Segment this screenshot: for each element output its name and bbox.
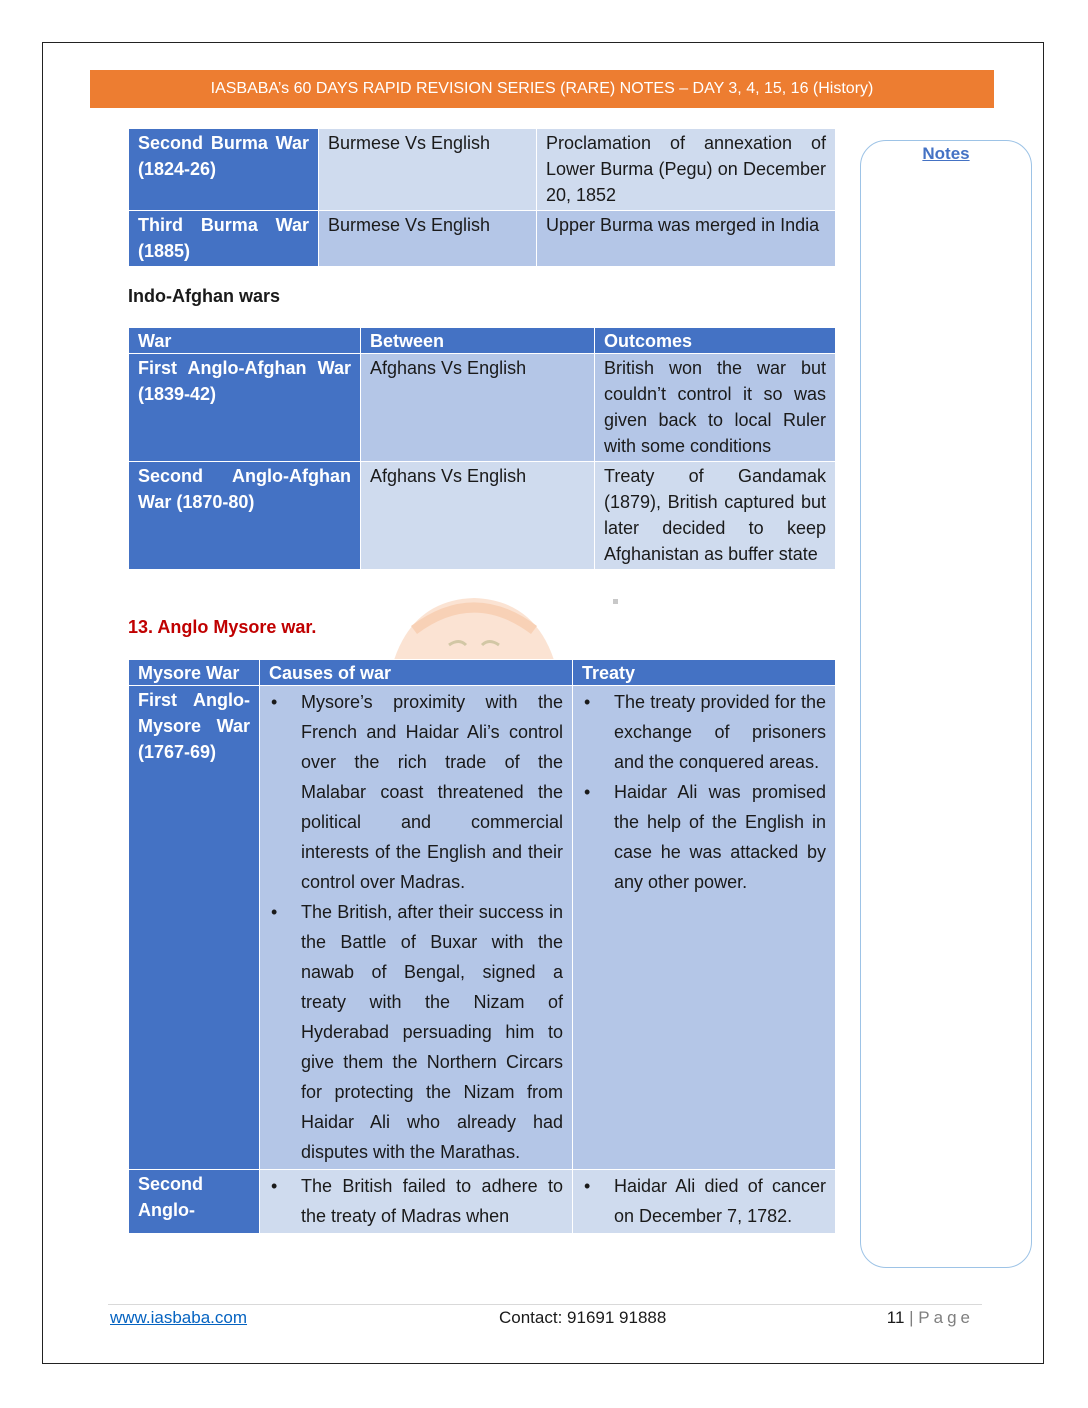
between-cell: Afghans Vs English bbox=[361, 462, 595, 570]
column-header: Mysore War bbox=[129, 660, 260, 686]
treaty-cell bbox=[573, 1170, 836, 1234]
mysore-wars-table bbox=[128, 659, 836, 1234]
treaty-cell bbox=[573, 686, 836, 1170]
stray-dot bbox=[613, 599, 618, 604]
page-label: Page bbox=[918, 1308, 974, 1327]
notes-label: Notes bbox=[922, 144, 970, 163]
header-title: IASBABA’s 60 DAYS RAPID REVISION SERIES (RARE) NOTES – DAY 3, 4, 15, 16 (History) bbox=[210, 80, 874, 97]
outcome-cell: Upper Burma was merged in India bbox=[537, 211, 836, 267]
page-separator: | bbox=[909, 1308, 914, 1327]
table-row bbox=[129, 211, 836, 267]
table-header-row bbox=[129, 328, 836, 354]
war-cell: First Anglo-Mysore War (1767-69) bbox=[129, 686, 260, 1170]
outcome-cell: Proclamation of annexation of Lower Burma (Pegu) on December 20, 1852 bbox=[537, 129, 836, 211]
table-row bbox=[129, 129, 836, 211]
war-cell: Second Burma War (1824-26) bbox=[129, 129, 319, 211]
causes-cell bbox=[260, 1170, 573, 1234]
section-title-afghan: Indo-Afghan wars bbox=[128, 286, 280, 306]
contact-text: Contact: 91691 91888 bbox=[499, 1308, 667, 1327]
list-item: • Mysore’s proximity with the French and Haidar Ali’s control over the rich trade of the Malabar coast threatened the political and commercial interests of the English and their control over Madras. bbox=[269, 687, 563, 897]
between-cell: Burmese Vs English bbox=[319, 129, 537, 211]
causes-cell bbox=[260, 686, 573, 1170]
outcome-cell: Treaty of Gandamak (1879), British captured but later decided to keep Afghanistan as buffer state bbox=[595, 462, 836, 570]
table-row bbox=[129, 354, 836, 462]
list-item: • Haidar Ali died of cancer on December 7, 1782. bbox=[582, 1171, 826, 1231]
between-cell: Burmese Vs English bbox=[319, 211, 537, 267]
column-header: Between bbox=[361, 328, 595, 354]
table-row bbox=[129, 686, 836, 1170]
column-header: War bbox=[129, 328, 361, 354]
list-item: • The British failed to adhere to the treaty of Madras when bbox=[269, 1171, 563, 1231]
table-row bbox=[129, 462, 836, 570]
table-header-row bbox=[129, 660, 836, 686]
war-cell: First Anglo-Afghan War (1839-42) bbox=[129, 354, 361, 462]
war-cell: Second Anglo-Afghan War (1870-80) bbox=[129, 462, 361, 570]
burma-wars-table bbox=[128, 128, 836, 267]
notes-box bbox=[860, 140, 1032, 1268]
column-header: Treaty bbox=[573, 660, 836, 686]
column-header: Outcomes bbox=[595, 328, 836, 354]
column-header: Causes of war bbox=[260, 660, 573, 686]
watermark-mascot-icon bbox=[354, 590, 594, 660]
section-title-mysore: 13. Anglo Mysore war. bbox=[128, 617, 317, 637]
outcome-cell: British won the war but couldn’t control it so was given back to local Ruler with some conditions bbox=[595, 354, 836, 462]
list-item: • The British, after their success in the Battle of Buxar with the nawab of Bengal, signed a treaty with the Nizam of Hyderabad persuading him to give them the Northern Circars for protecting the Nizam from Haidar Ali who already had disputes with the Marathas. bbox=[269, 897, 563, 1167]
header-bar bbox=[90, 70, 994, 108]
website-link[interactable]: www.iasbaba.com bbox=[110, 1308, 248, 1327]
war-cell: Third Burma War (1885) bbox=[129, 211, 319, 267]
footer-divider bbox=[108, 1304, 982, 1305]
between-cell: Afghans Vs English bbox=[361, 354, 595, 462]
war-cell: Second Anglo- bbox=[129, 1170, 260, 1234]
table-row bbox=[129, 1170, 836, 1234]
page-number: 11 bbox=[886, 1308, 905, 1327]
afghan-wars-table bbox=[128, 327, 836, 570]
page-indicator bbox=[887, 1308, 974, 1328]
list-item: • Haidar Ali was promised the help of the English in case he was attacked by any other power. bbox=[582, 777, 826, 897]
list-item: • The treaty provided for the exchange of prisoners and the conquered areas. bbox=[582, 687, 826, 777]
